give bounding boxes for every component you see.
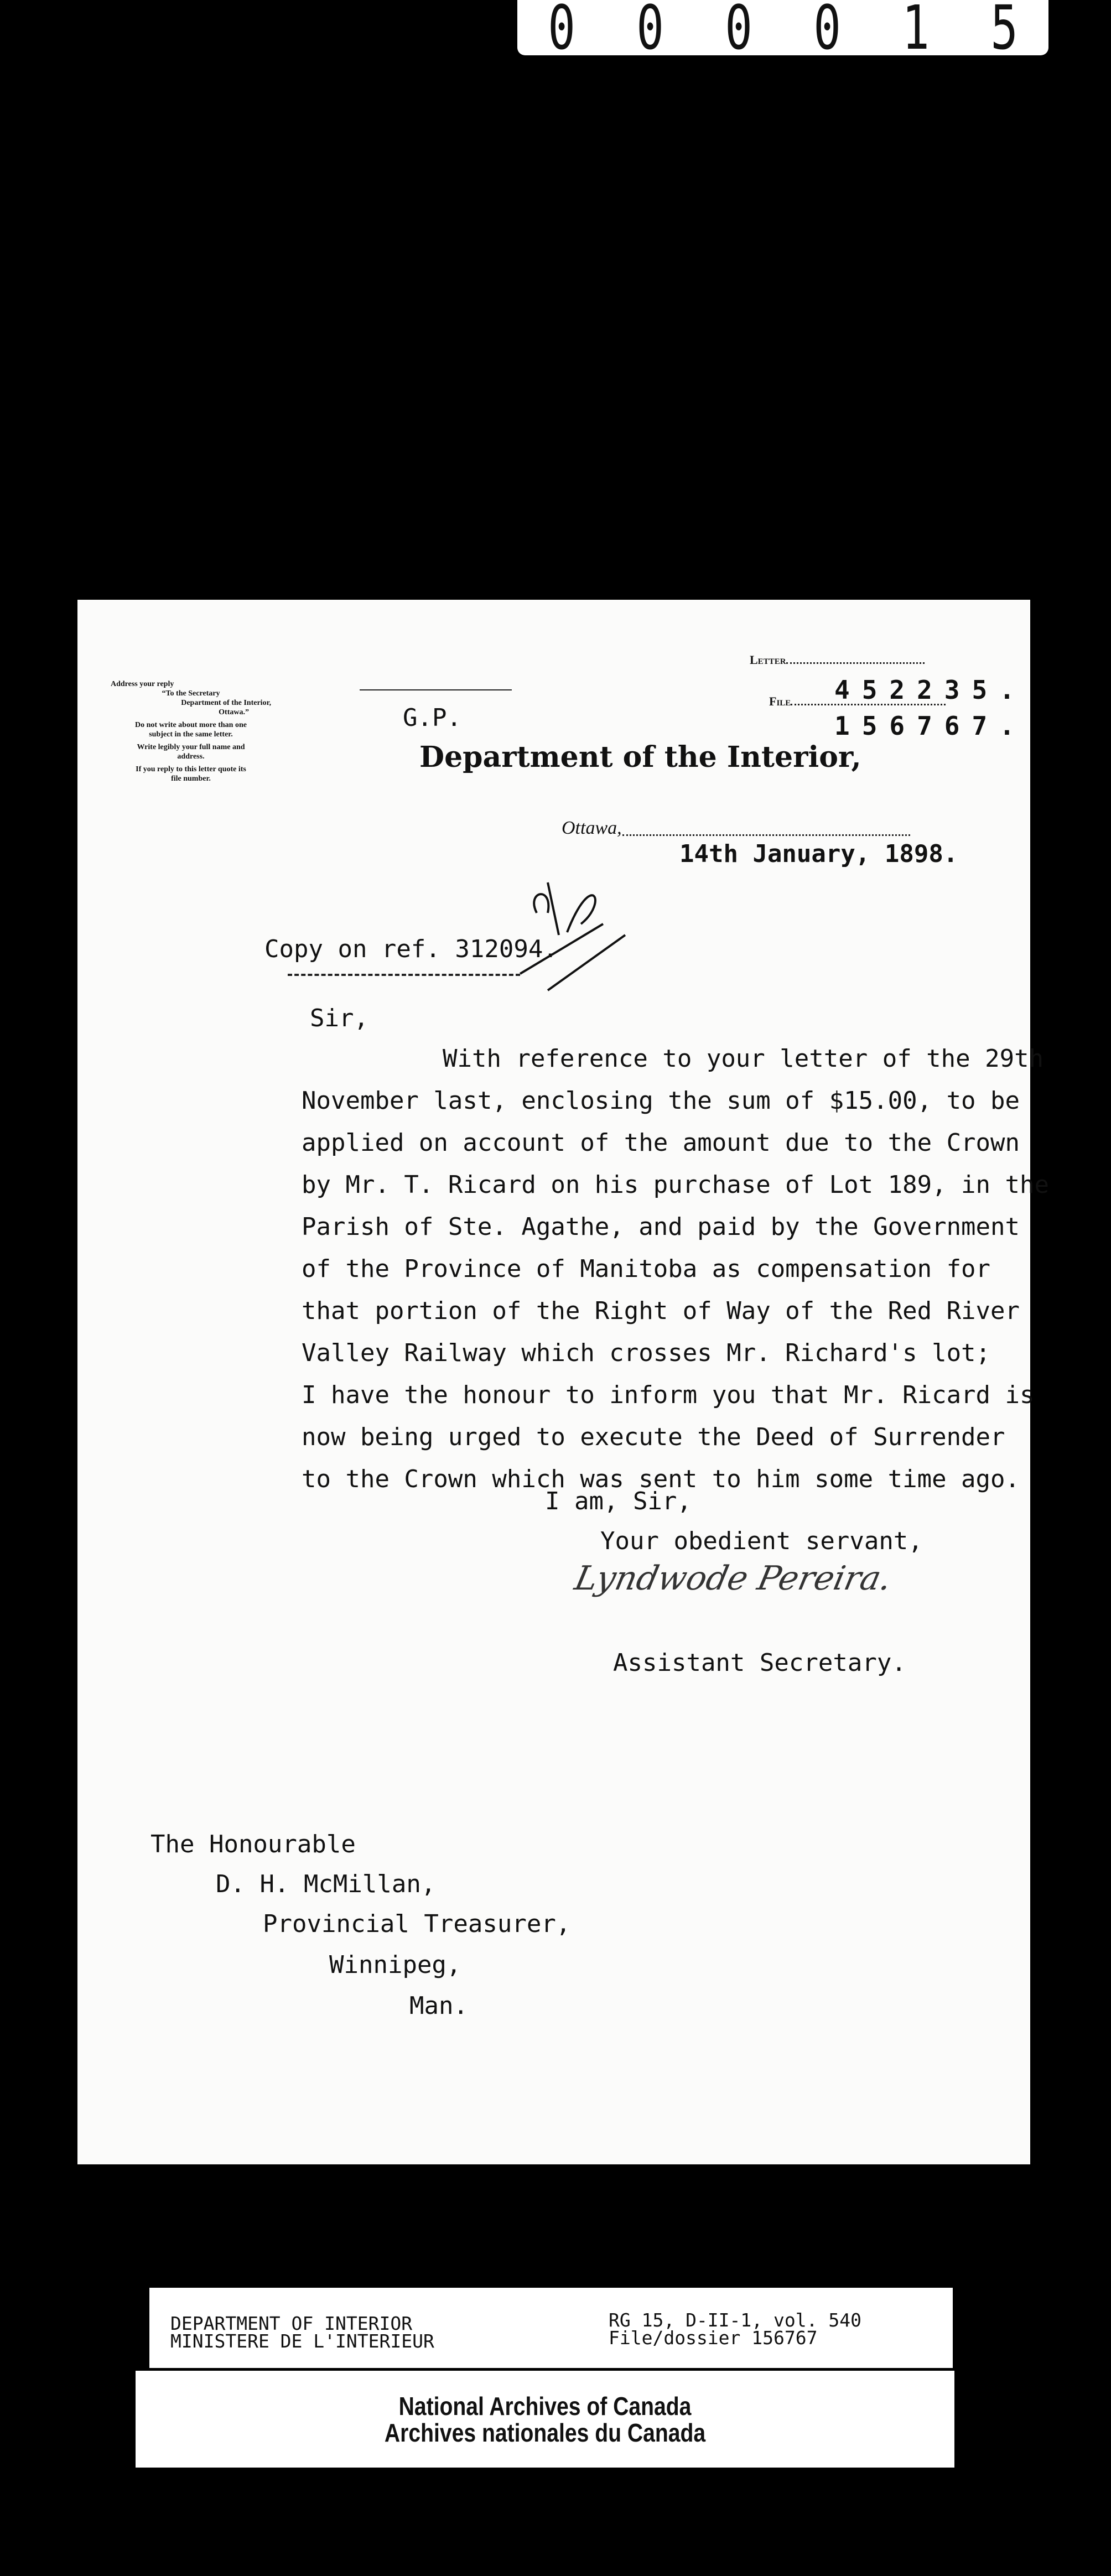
body-line: November last, enclosing the sum of $15.00, to be — [302, 1087, 1020, 1115]
archives-fr: Archives nationales du Canada — [384, 2418, 706, 2447]
counter-digit: 0 — [725, 0, 752, 63]
department-en: DEPARTMENT OF INTERIOR — [170, 2313, 413, 2334]
department-fr: MINISTERE DE L'INTERIEUR — [170, 2330, 434, 2352]
body-line: Valley Railway which crosses Mr. Richard's lot; — [302, 1339, 991, 1367]
reference-underline — [288, 974, 520, 976]
address-note-line: If you reply to this letter quote its — [136, 765, 246, 773]
record-group: RG 15, D-II-1, vol. 540 — [609, 2309, 861, 2331]
frame-counter — [517, 0, 1048, 63]
body-line: I have the honour to inform you that Mr. Ricard is — [302, 1381, 1035, 1409]
addressee-line: D. H. McMillan, — [216, 1870, 436, 1898]
letter-date: 14th January, 1898. — [679, 840, 958, 868]
place: Ottawa, — [562, 818, 622, 838]
address-note-line: “To the Secretary — [162, 689, 220, 698]
address-note-line: Ottawa.” — [219, 708, 249, 716]
addressee-line: Winnipeg, — [329, 1951, 461, 1979]
date-line — [622, 834, 910, 836]
archive-reference-label — [149, 2288, 953, 2368]
handwritten-annotation — [515, 880, 653, 996]
addressee-line: Man. — [409, 1992, 468, 2020]
address-note-line: address. — [177, 752, 205, 761]
body-line: With reference to your letter of the 29th — [443, 1045, 1044, 1073]
file-label-text: File — [769, 694, 791, 708]
counter-digit: 1 — [902, 0, 930, 63]
salutation: Sir, — [310, 1004, 368, 1032]
address-note-line: Address your reply — [111, 680, 174, 688]
address-note-line: Do not write about more than one — [135, 721, 247, 729]
addressee-line: Provincial Treasurer, — [263, 1910, 571, 1938]
body-line: to the Crown which was sent to him some time ago. — [302, 1465, 1020, 1493]
signer-title: Assistant Secretary. — [613, 1649, 906, 1677]
archives-label — [136, 2371, 954, 2468]
address-note-line: file number. — [171, 775, 211, 783]
closing-servant: Your obedient servant, — [600, 1527, 923, 1555]
counter-digit: 0 — [636, 0, 664, 63]
counter-digit: 0 — [548, 0, 575, 63]
body-line: Parish of Ste. Agathe, and paid by the Government — [302, 1213, 1020, 1241]
address-note-line: subject in the same letter. — [149, 730, 233, 739]
addressee-line: The Honourable — [150, 1830, 356, 1858]
file-number: 156767. — [834, 711, 1027, 741]
counter-digit: 5 — [990, 0, 1018, 63]
body-line: applied on account of the amount due to the Crown — [302, 1129, 1020, 1157]
address-note — [111, 679, 271, 783]
letter-label — [750, 653, 925, 667]
initials: G.P. — [403, 704, 461, 732]
closing-line: I am, Sir, — [545, 1487, 692, 1515]
reference: Copy on ref. 312094. — [264, 935, 558, 963]
file-dossier: File/dossier 156767 — [609, 2327, 818, 2349]
letter-label-text: Letter — [750, 653, 786, 667]
address-note-line: Department of the Interior, — [181, 699, 271, 707]
file-label — [769, 694, 946, 709]
body-line: by Mr. T. Ricard on his purchase of Lot 189, in the — [302, 1171, 1050, 1199]
divider — [360, 689, 512, 690]
body-line: that portion of the Right of Way of the Red River — [302, 1297, 1020, 1325]
counter-digit: 0 — [813, 0, 841, 63]
body-line: now being urged to execute the Deed of Surrender — [302, 1423, 1005, 1451]
department-heading: Department of the Interior, — [419, 740, 861, 774]
body-line: of the Province of Manitoba as compensation for — [302, 1255, 991, 1283]
letter-number: 452235. — [834, 675, 1027, 705]
address-note-line: Write legibly your full name and — [137, 743, 245, 751]
archives-en: National Archives of Canada — [398, 2392, 692, 2421]
signature: Lyndwode Pereira. — [571, 1559, 895, 1598]
